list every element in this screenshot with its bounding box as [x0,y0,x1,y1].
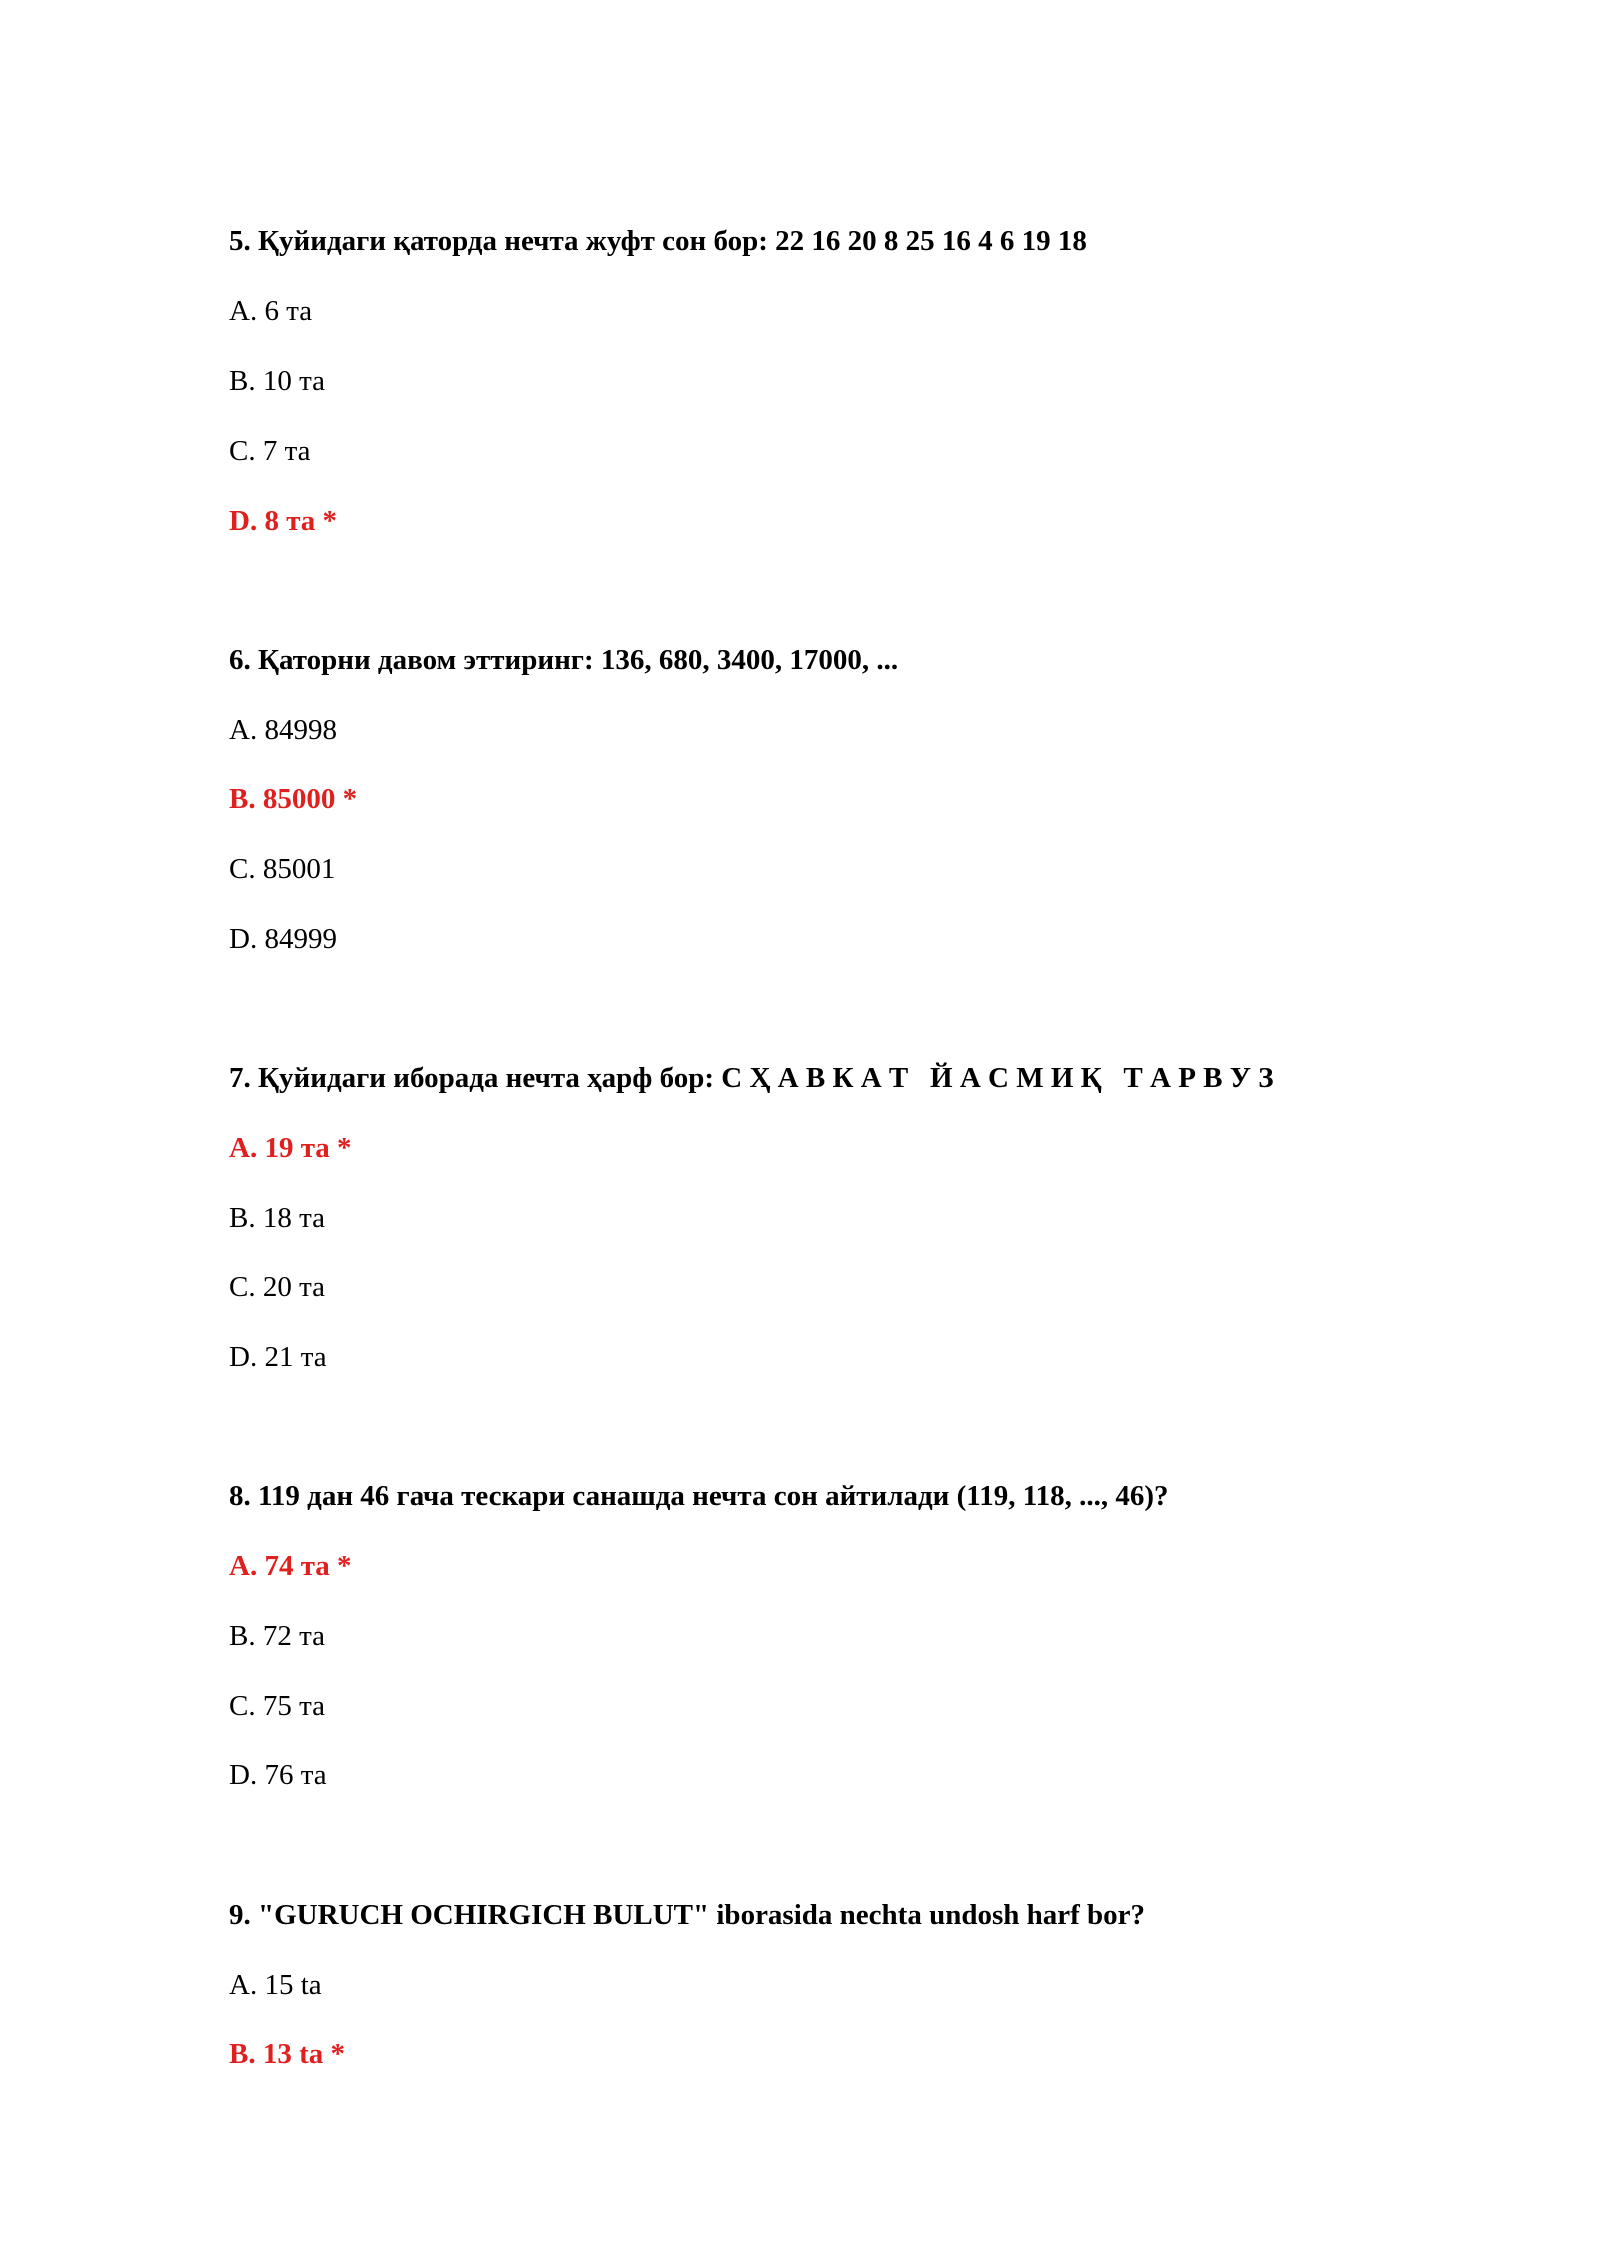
correct-answer-option: B. 85000 * [229,783,358,815]
answer-option: C. 85001 [229,853,336,885]
correct-answer-option: A. 74 та * [229,1550,352,1582]
answer-option: D. 76 та [229,1759,327,1791]
answer-option: C. 7 та [229,435,311,467]
answer-option: C. 20 та [229,1271,325,1303]
question-text: 5. Қуйидаги қаторда нечта жуфт сон бор: 22 16 20 8 25 16 4 6 19 18 [229,225,1087,257]
answer-option: B. 72 та [229,1620,325,1652]
answer-option: A. 84998 [229,714,337,746]
answer-option: B. 10 та [229,365,325,397]
answer-option: B. 18 та [229,1202,325,1234]
answer-option: C. 75 та [229,1690,325,1722]
correct-answer-option: D. 8 та * [229,505,338,537]
answer-option: D. 21 та [229,1341,327,1373]
correct-answer-option: B. 13 ta * [229,2038,345,2070]
question-text: 9. "GURUCH OCHIRGICH BULUT" iborasida nechta undosh harf bor? [229,1899,1146,1931]
answer-option: A. 15 ta [229,1969,322,2001]
answer-option: D. 84999 [229,923,337,955]
question-text: 7. Қуйидаги иборада нечта ҳарф бор: С Ҳ А В К А Т Й А С М И Қ Т А Р В У З [229,1062,1274,1094]
question-text: 8. 119 дан 46 гача тескари санашда нечта сон айтилади (119, 118, ..., 46)? [229,1480,1169,1512]
answer-option: A. 6 та [229,295,313,327]
question-text: 6. Қаторни давом эттиринг: 136, 680, 3400, 17000, ... [229,644,899,676]
correct-answer-option: A. 19 та * [229,1132,352,1164]
